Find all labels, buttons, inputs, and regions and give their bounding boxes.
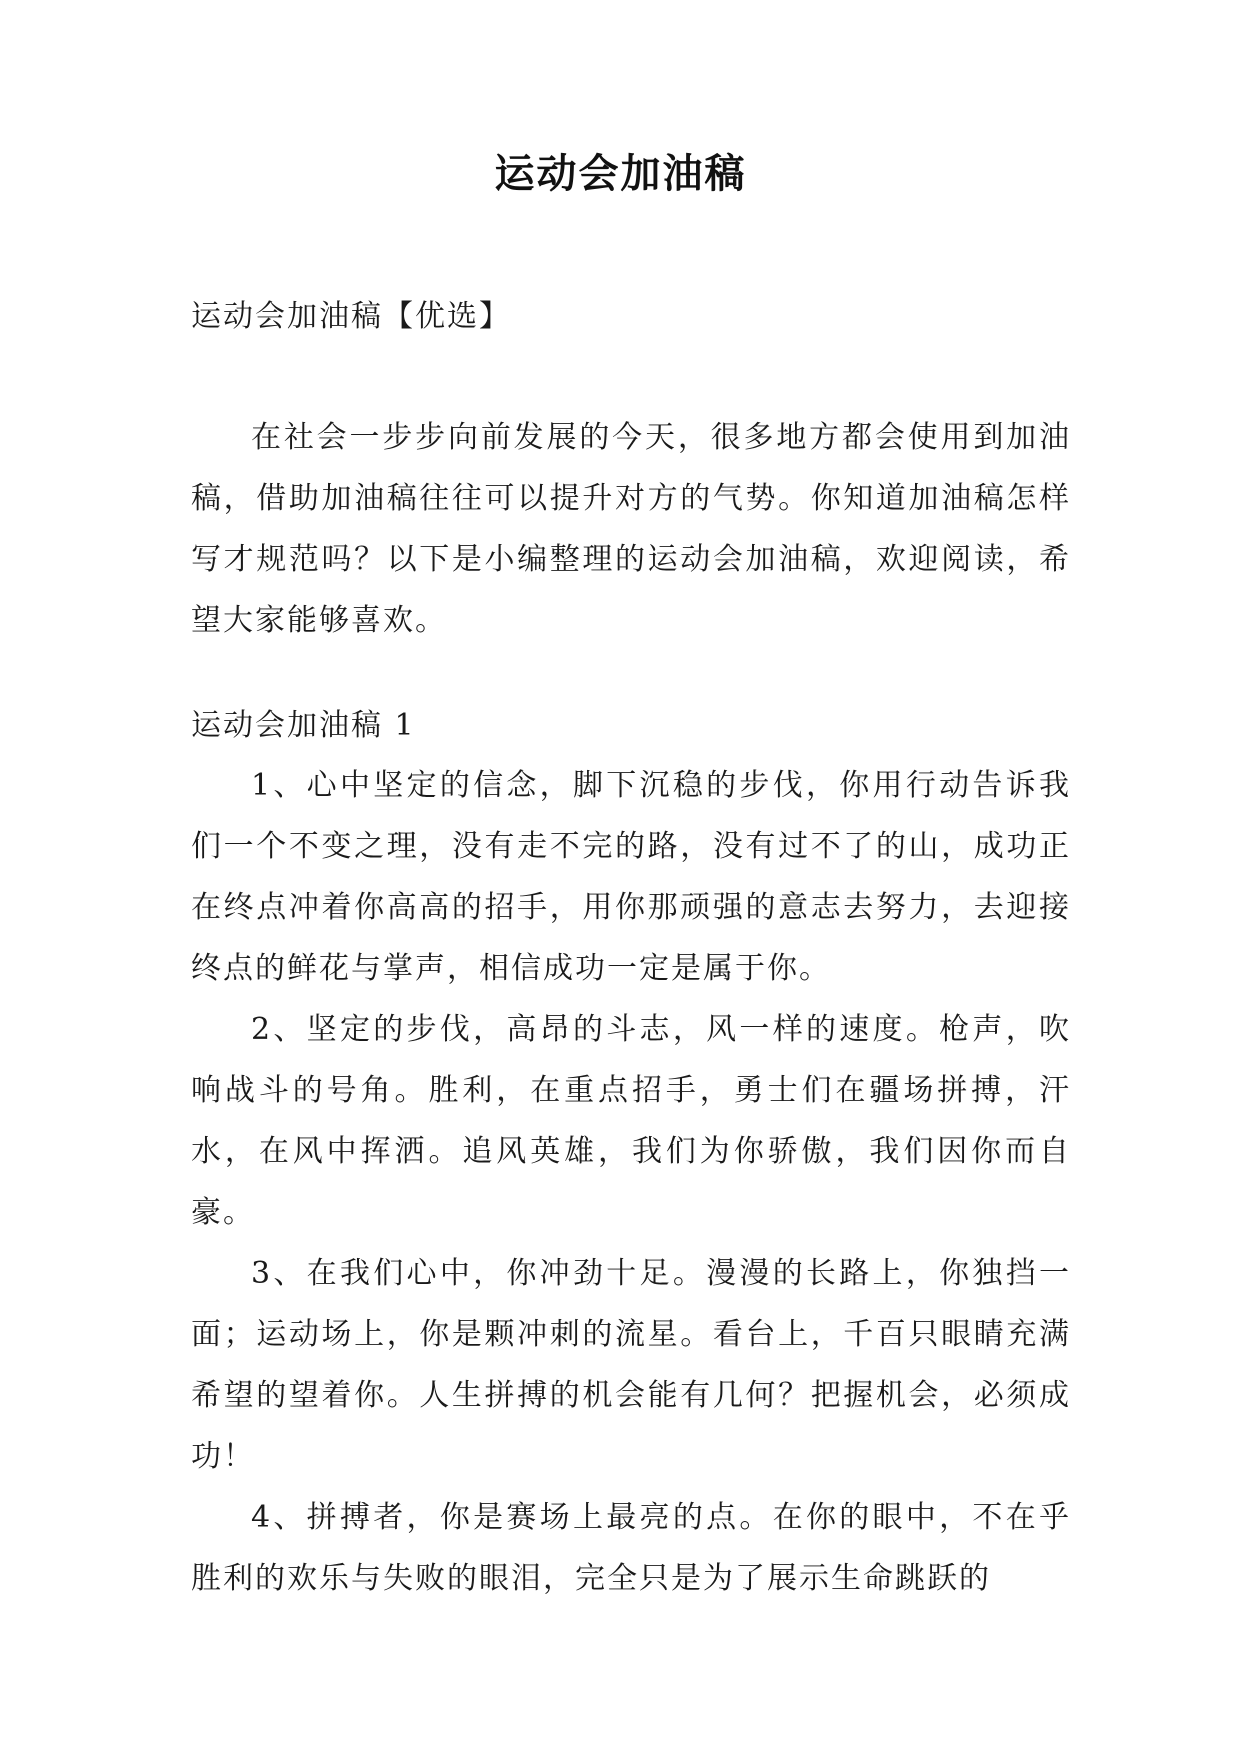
document-subtitle: 运动会加油稿【优选】 <box>191 299 511 334</box>
intro-paragraph: 在社会一步步向前发展的今天，很多地方都会使用到加油稿，借助加油稿往往可以提升对方的气势。你知道加油稿怎样写才规范吗？以下是小编整理的运动会加油稿，欢迎阅读，希望大家能够喜欢。 <box>191 420 1071 638</box>
cheer-item-2: 2、坚定的步伐，高昂的斗志，风一样的速度。枪声，吹响战斗的号角。胜利，在重点招手，勇士们在疆场拼搏，汗水，在风中挥洒。追风英雄，我们为你骄傲，我们因你而自豪。 <box>191 1012 1071 1230</box>
cheer-item-4: 4、拼搏者，你是赛场上最亮的点。在你的眼中，不在乎胜利的欢乐与失败的眼泪，完全只是为了展示生命跳跃的 <box>191 1500 1071 1596</box>
cheer-item-3: 3、在我们心中，你冲劲十足。漫漫的长路上，你独挡一面；运动场上，你是颗冲刺的流星。看台上，千百只眼睛充满希望的望着你。人生拼搏的机会能有几何？把握机会，必须成功！ <box>191 1256 1071 1474</box>
section-heading: 运动会加油稿 1 <box>191 708 416 743</box>
document-title: 运动会加油稿 <box>494 151 747 197</box>
cheer-item-1: 1、心中坚定的信念，脚下沉稳的步伐，你用行动告诉我们一个不变之理，没有走不完的路，没有过不了的山，成功正在终点冲着你高高的招手，用你那顽强的意志去努力，去迎接终点的鲜花与掌声，相信成功一定是属于你。 <box>191 768 1071 986</box>
intro-paragraph-block <box>191 407 1071 651</box>
cheer-items-list <box>191 755 1071 1609</box>
